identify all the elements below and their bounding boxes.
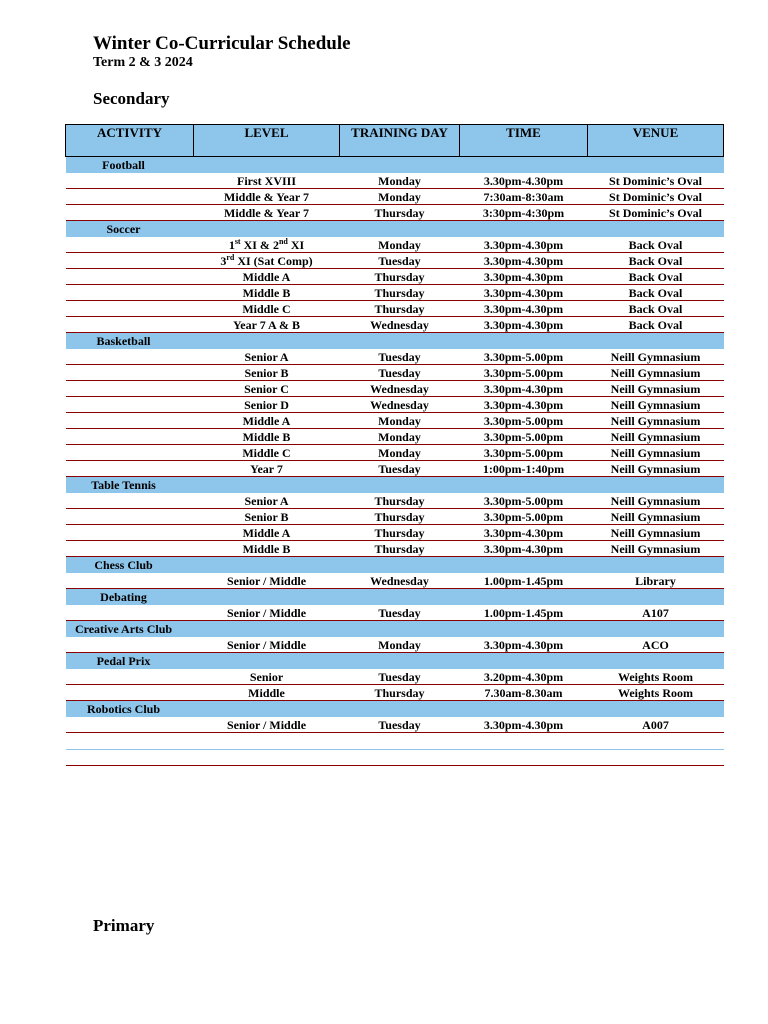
day-cell: Monday [340,189,460,205]
venue-cell: ACO [588,637,724,653]
level-cell: Middle A [194,413,340,429]
activity-cell [66,717,194,733]
activity-cell [66,461,194,477]
page-subtitle: Term 2 & 3 2024 [93,55,193,70]
table-row [66,525,724,541]
level-cell: Year 7 [194,461,340,477]
activity-cell [66,413,194,429]
table-row [66,205,724,221]
day-cell: Thursday [340,509,460,525]
table-row [66,317,724,333]
venue-cell: Back Oval [588,237,724,253]
activity-cell [66,317,194,333]
level-cell: 3rd XI (Sat Comp) [194,253,340,269]
day-cell: Wednesday [340,317,460,333]
section-heading-primary: Primary [93,916,155,935]
level-cell: First XVIII [194,173,340,189]
activity-name: Debating [100,590,147,604]
table-row [66,493,724,509]
time-cell: 3.30pm-4.30pm [460,717,588,733]
activity-name: Chess Club [94,558,153,572]
time-cell: 3.30pm-4.30pm [460,397,588,413]
time-cell: 3.30pm-4.30pm [460,381,588,397]
day-cell: Thursday [340,269,460,285]
activity-cell [66,269,194,285]
venue-cell: Neill Gymnasium [588,445,724,461]
level-cell: Senior / Middle [194,637,340,653]
activity-group-row [66,333,724,350]
venue-cell: Library [588,573,724,589]
column-header-time: TIME [460,125,588,157]
activity-cell [66,205,194,221]
venue-cell: Back Oval [588,285,724,301]
venue-cell: Neill Gymnasium [588,525,724,541]
table-row [66,349,724,365]
level-cell: Middle A [194,269,340,285]
activity-group-row [66,221,724,238]
venue-cell: Neill Gymnasium [588,429,724,445]
time-cell: 7.30am-8.30am [460,685,588,701]
table-row [66,253,724,269]
day-cell: Monday [340,445,460,461]
table-row [66,445,724,461]
venue-cell: Neill Gymnasium [588,349,724,365]
activity-group-row [66,653,724,670]
venue-cell: Neill Gymnasium [588,381,724,397]
activity-cell [66,445,194,461]
time-cell: 3.30pm-4.30pm [460,637,588,653]
schedule-body [66,157,724,766]
day-cell: Thursday [340,525,460,541]
venue-cell: St Dominic’s Oval [588,205,724,221]
activity-name: Robotics Club [86,702,160,716]
column-header-activity: ACTIVITY [66,125,194,157]
activity-cell [66,237,194,253]
table-row [66,717,724,733]
venue-cell: Neill Gymnasium [588,541,724,557]
table-row [66,429,724,445]
day-cell: Tuesday [340,669,460,685]
venue-cell: Back Oval [588,253,724,269]
day-cell: Tuesday [340,349,460,365]
table-row [66,301,724,317]
time-cell: 3.30pm-5.00pm [460,413,588,429]
venue-cell: Weights Room [588,685,724,701]
table-row [66,605,724,621]
level-cell: Middle & Year 7 [194,189,340,205]
activity-cell [66,397,194,413]
activity-cell [66,365,194,381]
time-cell: 3.30pm-5.00pm [460,365,588,381]
time-cell: 3.30pm-4.30pm [460,173,588,189]
venue-cell: St Dominic’s Oval [588,189,724,205]
column-header-venue: VENUE [588,125,724,157]
activity-cell [66,285,194,301]
time-cell: 3.30pm-4.30pm [460,269,588,285]
time-cell: 3.30pm-5.00pm [460,509,588,525]
time-cell: 3.30pm-5.00pm [460,349,588,365]
activity-cell [66,509,194,525]
day-cell: Tuesday [340,365,460,381]
activity-cell [66,189,194,205]
column-header-level: LEVEL [194,125,340,157]
day-cell: Thursday [340,541,460,557]
venue-cell: A007 [588,717,724,733]
activity-cell [66,173,194,189]
table-row [66,237,724,253]
venue-cell: Neill Gymnasium [588,509,724,525]
level-cell: 1st XI & 2nd XI [194,237,340,253]
time-cell: 3:30pm-4:30pm [460,205,588,221]
activity-cell [66,525,194,541]
activity-cell [66,637,194,653]
day-cell: Tuesday [340,605,460,621]
venue-cell: Neill Gymnasium [588,365,724,381]
activity-cell [66,301,194,317]
time-cell: 3.30pm-4.30pm [460,253,588,269]
page-title: Winter Co-Curricular Schedule [93,33,351,54]
venue-cell: St Dominic’s Oval [588,173,724,189]
time-cell: 3.20pm-4.30pm [460,669,588,685]
schedule-table [65,124,724,766]
day-cell: Wednesday [340,573,460,589]
level-cell: Senior A [194,349,340,365]
day-cell: Monday [340,637,460,653]
level-cell: Middle C [194,301,340,317]
day-cell: Tuesday [340,253,460,269]
empty-row [66,750,724,766]
activity-name: Basketball [96,334,151,348]
table-row [66,413,724,429]
activity-group-row [66,589,724,606]
time-cell: 1:00pm-1:40pm [460,461,588,477]
level-cell: Senior / Middle [194,717,340,733]
level-cell: Senior D [194,397,340,413]
time-cell: 3.30pm-5.00pm [460,493,588,509]
time-cell: 3.30pm-4.30pm [460,317,588,333]
activity-name: Table Tennis [91,478,156,492]
table-row [66,637,724,653]
day-cell: Thursday [340,285,460,301]
table-row [66,669,724,685]
table-row [66,269,724,285]
day-cell: Thursday [340,301,460,317]
table-header-row [66,125,724,157]
activity-cell [66,493,194,509]
time-cell: 1.00pm-1.45pm [460,605,588,621]
section-heading-secondary: Secondary [93,89,170,108]
empty-row [66,733,724,750]
table-row [66,541,724,557]
activity-cell [66,253,194,269]
activity-name: Football [102,158,145,172]
time-cell: 3.30pm-4.30pm [460,525,588,541]
level-cell: Middle & Year 7 [194,205,340,221]
day-cell: Thursday [340,205,460,221]
time-cell: 3.30pm-4.30pm [460,237,588,253]
activity-group-row [66,701,724,718]
table-row [66,685,724,701]
day-cell: Wednesday [340,381,460,397]
table-row [66,461,724,477]
venue-cell: Back Oval [588,317,724,333]
venue-cell: Neill Gymnasium [588,397,724,413]
table-row [66,381,724,397]
venue-cell: Weights Room [588,669,724,685]
venue-cell: Back Oval [588,301,724,317]
time-cell: 3.30pm-4.30pm [460,285,588,301]
time-cell: 3.30pm-4.30pm [460,541,588,557]
day-cell: Monday [340,237,460,253]
activity-cell [66,605,194,621]
venue-cell: A107 [588,605,724,621]
level-cell: Middle A [194,525,340,541]
day-cell: Thursday [340,685,460,701]
day-cell: Tuesday [340,461,460,477]
level-cell: Year 7 A & B [194,317,340,333]
day-cell: Monday [340,173,460,189]
activity-cell [66,685,194,701]
time-cell: 3.30pm-5.00pm [460,445,588,461]
level-cell: Middle B [194,541,340,557]
column-header-training-day: TRAINING DAY [340,125,460,157]
level-cell: Middle C [194,445,340,461]
venue-cell: Neill Gymnasium [588,413,724,429]
time-cell: 3.30pm-5.00pm [460,429,588,445]
table-row [66,365,724,381]
level-cell: Senior / Middle [194,573,340,589]
level-cell: Senior C [194,381,340,397]
level-cell: Middle B [194,429,340,445]
time-cell: 3.30pm-4.30pm [460,301,588,317]
level-cell: Senior / Middle [194,605,340,621]
venue-cell: Neill Gymnasium [588,461,724,477]
activity-group-row [66,477,724,494]
day-cell: Tuesday [340,717,460,733]
activity-cell [66,573,194,589]
activity-name: Pedal Prix [96,654,151,668]
activity-cell [66,429,194,445]
level-cell: Senior B [194,509,340,525]
activity-group-row [66,557,724,574]
activity-cell [66,349,194,365]
activity-group-row [66,621,724,638]
activity-cell [66,381,194,397]
time-cell: 1.00pm-1.45pm [460,573,588,589]
level-cell: Senior A [194,493,340,509]
table-row [66,285,724,301]
activity-cell [66,541,194,557]
activity-group-row [66,157,724,174]
day-cell: Wednesday [340,397,460,413]
level-cell: Senior B [194,365,340,381]
table-row [66,189,724,205]
day-cell: Monday [340,413,460,429]
activity-cell [66,669,194,685]
level-cell: Senior [194,669,340,685]
venue-cell: Neill Gymnasium [588,493,724,509]
level-cell: Middle [194,685,340,701]
activity-name: Soccer [106,222,141,236]
day-cell: Thursday [340,493,460,509]
table-row [66,173,724,189]
table-row [66,397,724,413]
venue-cell: Back Oval [588,269,724,285]
table-row [66,509,724,525]
day-cell: Monday [340,429,460,445]
table-row [66,573,724,589]
activity-name: Creative Arts Club [74,622,173,636]
time-cell: 7:30am-8:30am [460,189,588,205]
level-cell: Middle B [194,285,340,301]
